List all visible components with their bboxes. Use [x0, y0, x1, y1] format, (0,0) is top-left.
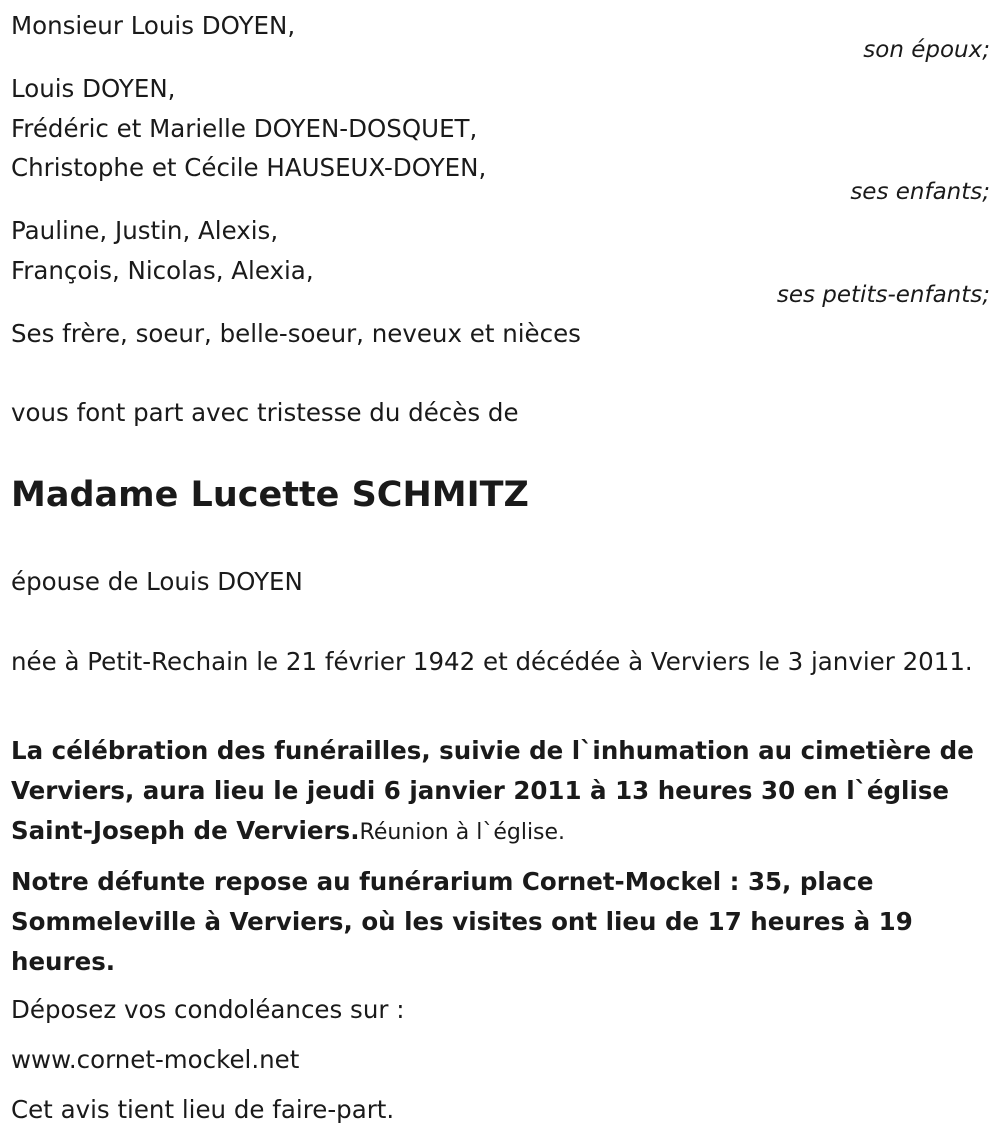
funeral-meeting: Réunion à l`église.: [359, 820, 566, 845]
condolences-label: Déposez vos condoléances sur :: [11, 995, 405, 1024]
grandchild-names: François, Nicolas, Alexia,: [11, 256, 314, 285]
husband-role: son époux;: [863, 37, 990, 63]
child-name: Louis DOYEN,: [11, 74, 176, 103]
closing-note: Cet avis tient lieu de faire-part.: [11, 1095, 395, 1124]
children-role: ses enfants;: [850, 179, 990, 205]
deceased-name: Madame Lucette SCHMITZ: [11, 475, 529, 515]
grandchild-names: Pauline, Justin, Alexis,: [11, 216, 279, 245]
relatives-line: Ses frère, soeur, belle-soeur, neveux et nièces: [11, 319, 581, 348]
child-name: Frédéric et Marielle DOYEN-DOSQUET,: [11, 114, 478, 143]
spouse-line: épouse de Louis DOYEN: [11, 567, 303, 596]
announcement-line: vous font part avec tristesse du décès de: [11, 398, 519, 427]
child-name: Christophe et Cécile HAUSEUX-DOYEN,: [11, 153, 487, 182]
grandchildren-role: ses petits-enfants;: [776, 282, 990, 308]
funeral-info: [11, 731, 986, 853]
condolences-link[interactable]: www.cornet-mockel.net: [11, 1045, 300, 1074]
husband-name: Monsieur Louis DOYEN,: [11, 11, 296, 40]
visitation-info: Notre défunte repose au funérarium Cornet-Mockel : 35, place Sommeleville à Verviers, où les visites ont lieu de 17 heures à 19 heures.: [11, 867, 913, 976]
funeral-ceremony: La célébration des funérailles, suivie de l`inhumation au cimetière de Verviers, aura lieu le jeudi 6 janvier 2011 à 13 heures 30 en l`église Saint-Joseph de Verviers.: [11, 736, 974, 845]
birth-death-dates: née à Petit-Rechain le 21 février 1942 et décédée à Verviers le 3 janvier 2011.: [11, 647, 973, 676]
